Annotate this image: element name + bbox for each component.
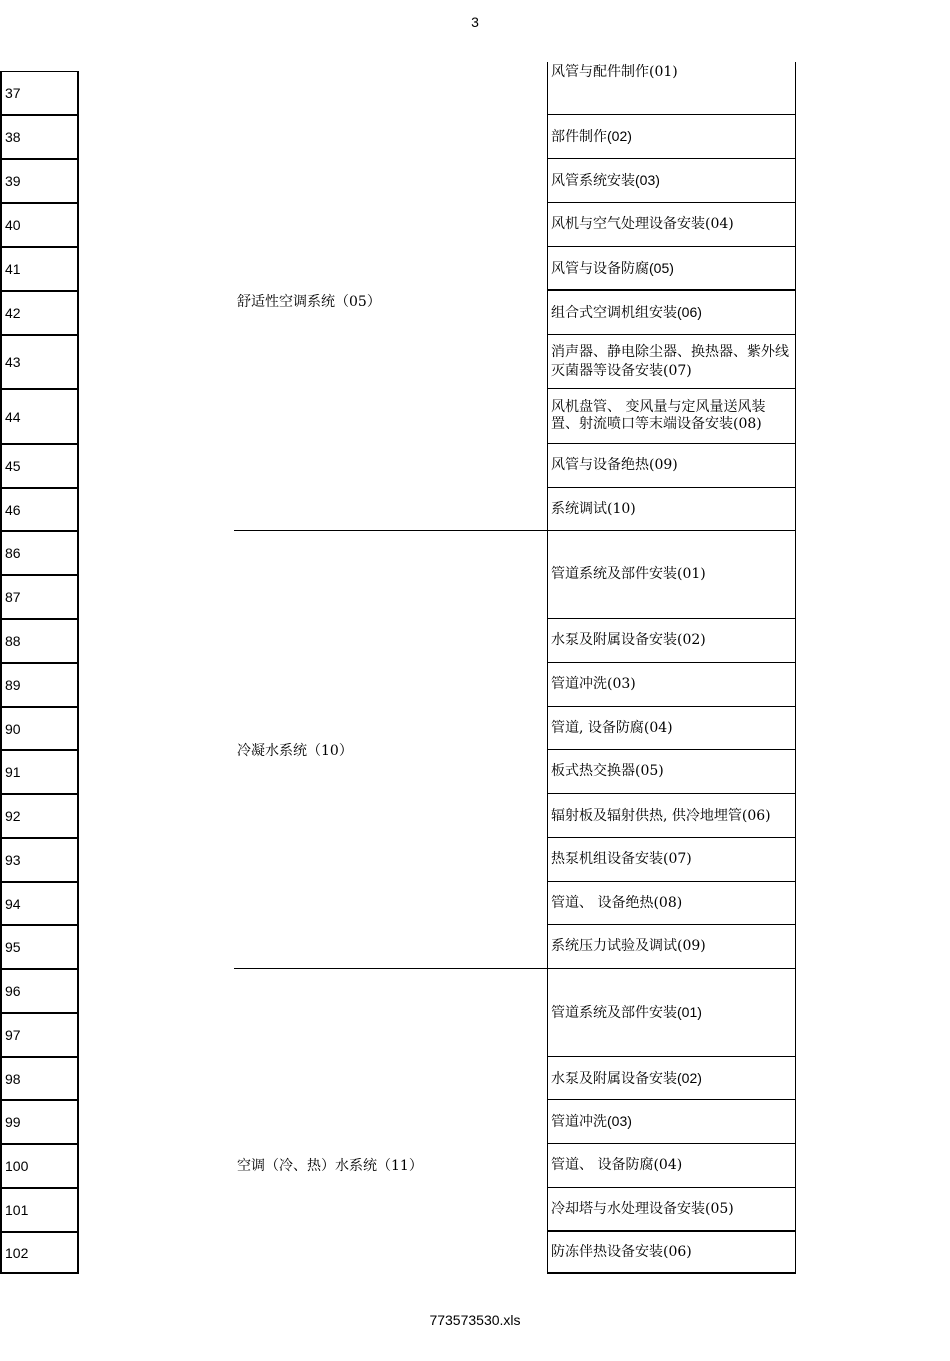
row-number: 87 <box>0 575 79 619</box>
sub-item: 组合式空调机组安装(06) <box>547 291 796 335</box>
sub-item: 管道冲洗(03) <box>547 1100 796 1144</box>
row-number: 40 <box>0 203 79 247</box>
sub-item: 系统调试(10) <box>547 488 796 531</box>
row-number: 95 <box>0 925 79 969</box>
system-group: 舒适性空调系统（05） <box>237 294 381 310</box>
row-number: 97 <box>0 1013 79 1057</box>
sub-item: 管道系统及部件安装(01) <box>547 530 796 619</box>
row-number: 86 <box>0 531 79 575</box>
row-number: 41 <box>0 247 79 291</box>
row-number: 42 <box>0 291 79 335</box>
sub-item: 防冻伴热设备安装(06) <box>547 1232 796 1274</box>
sub-item: 风机与空气处理设备安装(04) <box>547 203 796 247</box>
system-group: 冷凝水系统（10） <box>234 530 547 969</box>
row-number: 45 <box>0 444 79 488</box>
sub-item: 水泵及附属设备安装(02) <box>547 1057 796 1100</box>
row-number: 39 <box>0 159 79 203</box>
row-number: 101 <box>0 1188 79 1232</box>
row-number: 99 <box>0 1100 79 1144</box>
row-number: 91 <box>0 750 79 794</box>
sub-item: 风机盘管、 变风量与定风量送风装置、射流喷口等末端设备安装(08) <box>547 389 796 444</box>
row-number: 88 <box>0 619 79 663</box>
row-number: 93 <box>0 838 79 882</box>
sub-item: 热泵机组设备安装(07) <box>547 838 796 882</box>
row-number: 46 <box>0 488 79 531</box>
sub-item: 管道、 设备防腐(04) <box>547 1144 796 1188</box>
sub-item: 消声器、静电除尘器、换热器、紫外线灭菌器等设备安装(07) <box>547 335 796 389</box>
sub-item: 板式热交换器(05) <box>547 750 796 794</box>
row-number: 96 <box>0 969 79 1013</box>
row-number: 102 <box>0 1232 79 1274</box>
row-number: 38 <box>0 115 79 159</box>
sub-item: 部件制作(02) <box>547 115 796 159</box>
sub-item: 系统压力试验及调试(09) <box>547 925 796 969</box>
sub-item: 风管与设备防腐(05) <box>547 247 796 291</box>
row-number: 98 <box>0 1057 79 1100</box>
row-number: 90 <box>0 707 79 750</box>
row-number: 43 <box>0 335 79 389</box>
file-name-footer: 773573530.xls <box>429 1312 521 1328</box>
system-group: 空调（冷、热）水系统（11） <box>234 968 547 1361</box>
row-number: 100 <box>0 1144 79 1188</box>
sub-item: 管道冲洗(03) <box>547 663 796 707</box>
sub-item: 风管与设备绝热(09) <box>547 444 796 488</box>
page-number: 3 <box>471 14 479 30</box>
row-number: 89 <box>0 663 79 707</box>
row-number: 37 <box>0 71 79 115</box>
sub-item: 冷却塔与水处理设备安装(05) <box>547 1188 796 1232</box>
sub-item: 辐射板及辐射供热, 供冷地埋管(06) <box>547 794 796 838</box>
sub-item: 管道, 设备防腐(04) <box>547 707 796 750</box>
row-number: 44 <box>0 389 79 444</box>
sub-item: 风管与配件制作(01) <box>547 62 796 115</box>
sub-item: 管道系统及部件安装(01) <box>547 969 796 1057</box>
sub-item: 管道、 设备绝热(08) <box>547 882 796 925</box>
sub-item: 水泵及附属设备安装(02) <box>547 619 796 663</box>
sub-item: 风管系统安装(03) <box>547 159 796 203</box>
row-number: 94 <box>0 882 79 925</box>
row-number: 92 <box>0 794 79 838</box>
